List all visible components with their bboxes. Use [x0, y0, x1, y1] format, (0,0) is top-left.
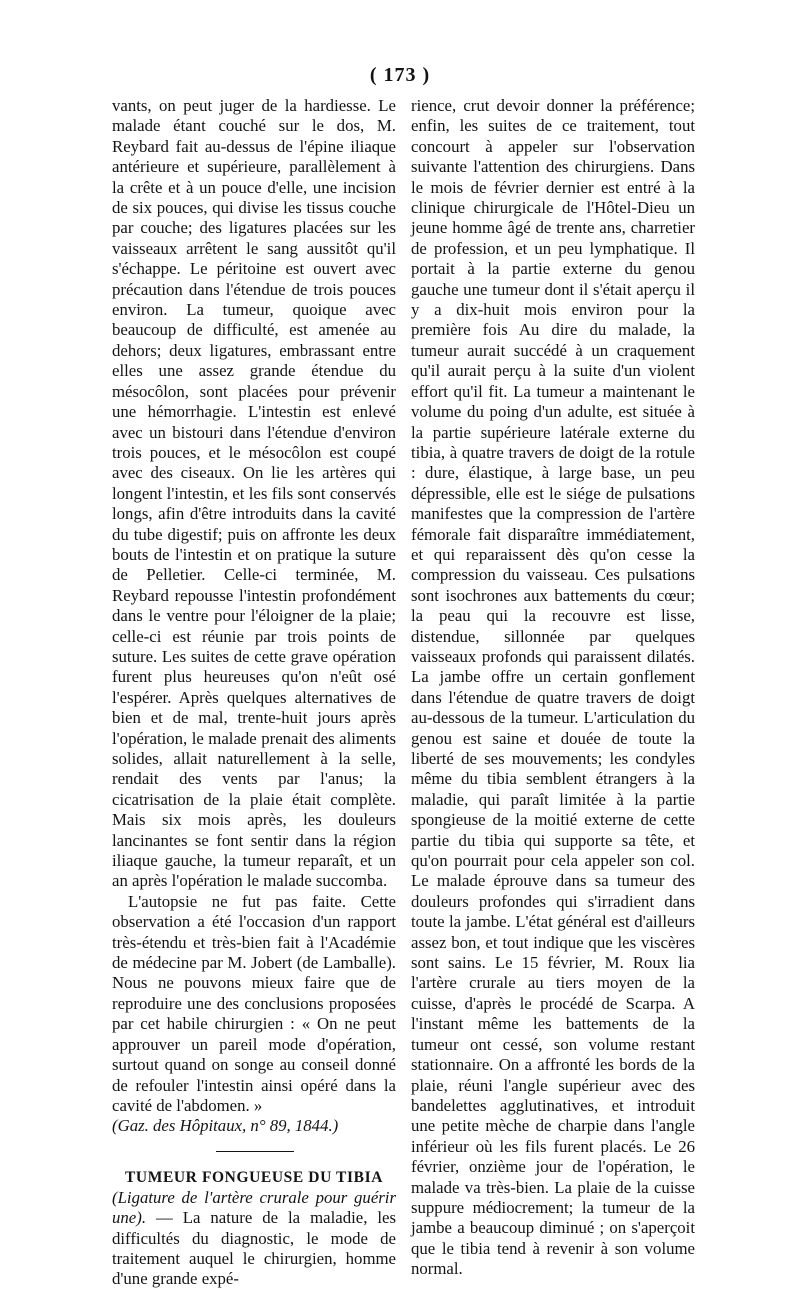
left-column	[112, 96, 396, 1290]
paragraph: rience, crut devoir donner la préférence; enfin, les suites de ce traitement, tout concourt à appeler sur l'observation suivante l'attention des chirurgiens. Dans le mois de février dernier est entré à la clinique chirurgicale de l'Hôtel-Dieu un jeune homme âgé de trente ans, charretier de profession, et un peu lymphatique. Il portait à la partie externe du genou gauche une tumeur dont il s'était aperçu il y a dix-huit mois environ pour la première fois Au dire du malade, la tumeur aurait succédé à un craquement qu'il aurait perçu à la suite d'un violent effort qu'il fit. La tumeur a maintenant le volume du poing d'un adulte, est située à la partie supérieure latérale externe du tibia, à quatre travers de doigt de la rotule : dure, élastique, à large base, un peu dépressible, elle est le siége de pulsations manifestes que la compression de l'artère fémorale fait disparaître immédiatement, et qui reparaissent dès qu'on cesse la compression du vaisseau. Ces pulsations sont isochrones aux battements du cœur; la peau qui la recouvre est lisse, distendue, sillonnée par quelques vaisseaux profonds qui paraissent dilatés. La jambe offre un certain gonflement dans l'étendue de quatre travers de doigt au-dessous de la tumeur. L'articulation du genou est saine et douée de toute la liberté de ses mouvements; les condyles même du tibia semblent étrangers à la maladie, qui paraît limitée à la partie spongieuse de la moitié externe de cette partie du tibia qui supporte sa tête, et qu'on pourrait pour cela appeler son col. Le malade éprouve dans sa tumeur des douleurs profondes qui s'irradient dans toute la jambe. L'état général est d'ailleurs assez bon, et tout indique que les viscères sont sains. Le 15 février, M. Roux lia l'artère crurale au tiers moyen de la cuisse, d'après le procédé de Scarpa. A l'instant même les battements de la tumeur ont cessé, son volume restant stationnaire. On a affronté les bords de la plaie, réuni l'angle supérieur avec des bandelettes agglutinatives, et introduit une petite mèche de charpie dans l'angle inférieur où les fils furent placés. Le 26 février, onzième jour de l'opération, le malade va très-bien. La plaie de la cuisse suppure médiocrement; la tumeur de la jambe a beaucoup diminué ; on s'aperçoit que le tibia tend à revenir à son volume normal.	[411, 96, 695, 1279]
paragraph: — La nature de la maladie, les difficultés du diagnostic, le mode de traitement auquel le chirurgien, homme d'une grande expé-	[112, 1208, 396, 1289]
right-column	[411, 96, 695, 1280]
paragraph: L'autopsie ne fut pas faite. Cette observation a été l'occasion d'un rapport très-étendu et très-bien fait à l'Académie de médecine par M. Jobert (de Lamballe). Nous ne pouvons mieux faire que de reproduire une des conclusions proposées par cet habile chirurgien : « On ne peut approuver un pareil mode d'opération, surtout quand on songe au conseil donné de refouler l'intestin ainsi opéré dans la cavité de l'abdomen. »	[112, 891, 396, 1115]
section-divider	[216, 1151, 294, 1152]
section-body	[112, 1188, 396, 1290]
section-title: TUMEUR FONGUEUSE DU TIBIA	[124, 1168, 383, 1186]
paragraph: vants, on peut juger de la hardiesse. Le malade étant couché sur le dos, M. Reybard fait au-dessus de l'épine iliaque antérieure et supérieure, parallèlement à la crête et à un pouce d'elle, une incision de six pouces, qui divise les tissus couche par couche; des ligatures placées sur les vaisseaux arrêtent le sang aussitôt qu'il s'échappe. Le péritoine est ouvert avec précaution dans l'étendue de trois pouces environ. La tumeur, quoique avec beaucoup de difficulté, est amenée au dehors; deux ligatures, embrassant entre elles une assez grande étendue du mésocôlon, sont placées pour prévenir une hémorrhagie. L'intestin est enlevé avec un bistouri dans l'étendue d'environ trois pouces, et le mésocôlon est coupé avec des ciseaux. On lie les artères qui longent l'intestin, et les fils sont conservés longs, afin d'être introduits dans la cavité du tube digestif; puis on affronte les deux bouts de l'intestin et on pratique la suture de Pelletier. Celle-ci terminée, M. Reybard repousse l'intestin profondément dans le ventre pour l'éloigner de la plaie; celle-ci est réunie par trois points de suture. Les suites de cette grave opération furent plus heureuses qu'on n'eût osé l'espérer. Après quelques alternatives de bien et de mal, trente-huit jours après l'opération, le malade prenait des aliments solides, allait naturellement à la selle, rendait des vents par l'anus; la cicatrisation de la plaie était complète. Mais six mois après, les douleurs lancinantes se font sentir dans la région iliaque gauche, la tumeur reparaît, et un an après l'opération le malade succomba.	[112, 96, 396, 891]
section-subtitle: (Ligature de l'artère crurale pour guérir une).	[112, 1187, 396, 1228]
citation: (Gaz. des Hôpitaux, n° 89, 1844.)	[112, 1116, 339, 1136]
page-number: ( 173 )	[369, 64, 431, 86]
